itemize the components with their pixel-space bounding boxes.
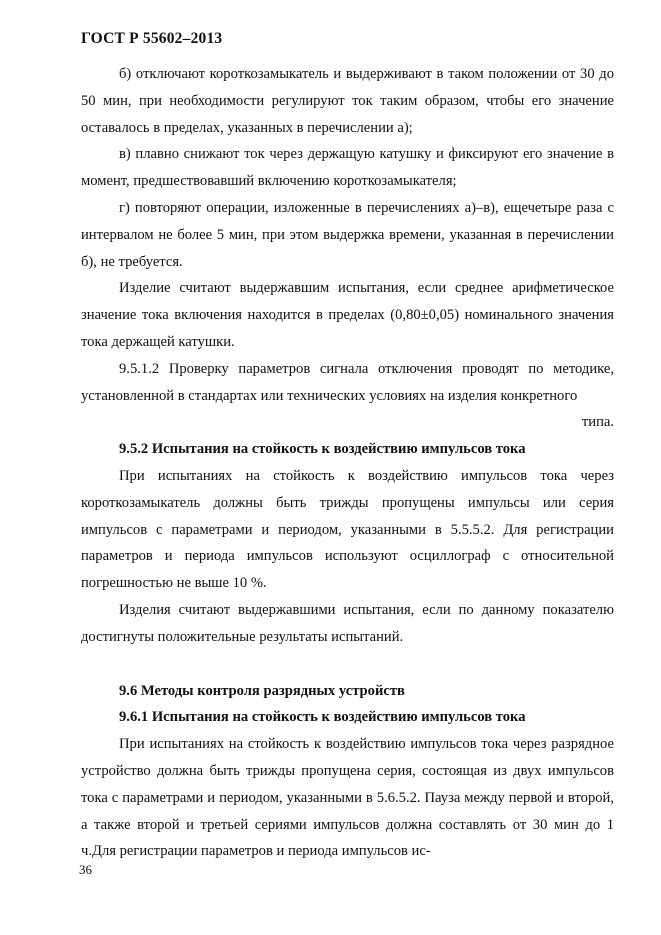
document-body	[81, 61, 614, 865]
paragraph-9-5-1-2: 9.5.1.2 Проверку параметров сигнала отключения проводят по методике, установленной в стандартах или технических условиях на изделия конкретного	[81, 360, 614, 404]
page-number: 36	[79, 862, 92, 877]
paragraph-9-5-1-2-end: типа.	[581, 414, 614, 431]
heading-9-6-1: 9.6.1 Испытания на стойкость к воздействию импульсов тока	[119, 709, 526, 726]
standard-header: ГОСТ Р 55602–2013	[81, 30, 223, 47]
paragraph-list-item-v: в) плавно снижают ток через держащую катушку и фиксируют его значение в момент, предшествовавший включению короткозамыкателя;	[81, 146, 614, 190]
paragraph-impulse-test: При испытаниях на стойкость к воздействию импульсов тока через короткозамыкатель должны быть трижды пропущены импульсы или серия импульсов с параметрами и периодом, указанными в 5.5.5.2. Для регистрации параметров и периода импульсов используют осциллограф с относительной погрешностью не выше 10 %.	[81, 467, 614, 592]
heading-9-6: 9.6 Методы контроля разрядных устройств	[119, 682, 405, 699]
paragraph-criterion: Изделие считают выдержавшим испытания, если среднее арифметическое значение тока включения находится в пределах (0,80±0,05) номинального значения тока держащей катушки.	[81, 280, 614, 350]
paragraph-list-item-b: б) отключают короткозамыкатель и выдерживают в таком положении от 30 до 50 мин, при необходимости регулируют ток таким образом, чтобы его значение оставалось в пределах, указанных в перечислении а);	[81, 66, 614, 136]
paragraph-list-item-g: г) повторяют операции, изложенные в перечислениях а)–в), ещечетыре раза с интервалом не более 5 мин, при этом выдержка времени, указанная в перечислении б), не требуется.	[81, 199, 614, 270]
heading-9-5-2: 9.5.2 Испытания на стойкость к воздействию импульсов тока	[119, 441, 526, 458]
paragraph-impulse-criterion: Изделия считают выдержавшими испытания, если по данному показателю достигнуты положительные результаты испытаний.	[81, 601, 614, 645]
paragraph-discharge-test: При испытаниях на стойкость к воздействию импульсов тока через разрядное устройство должна быть трижды пропущена серия, состоящая из двух импульсов тока с параметрами и периодом, указанными в 5.6.5.2. Пауза между первой и второй, а также второй и третьей сериями импульсов должна составлять от 30 мин до 1 ч.Для регистрации параметров и периода импульсов ис-	[81, 736, 614, 860]
section-gap	[81, 651, 614, 678]
